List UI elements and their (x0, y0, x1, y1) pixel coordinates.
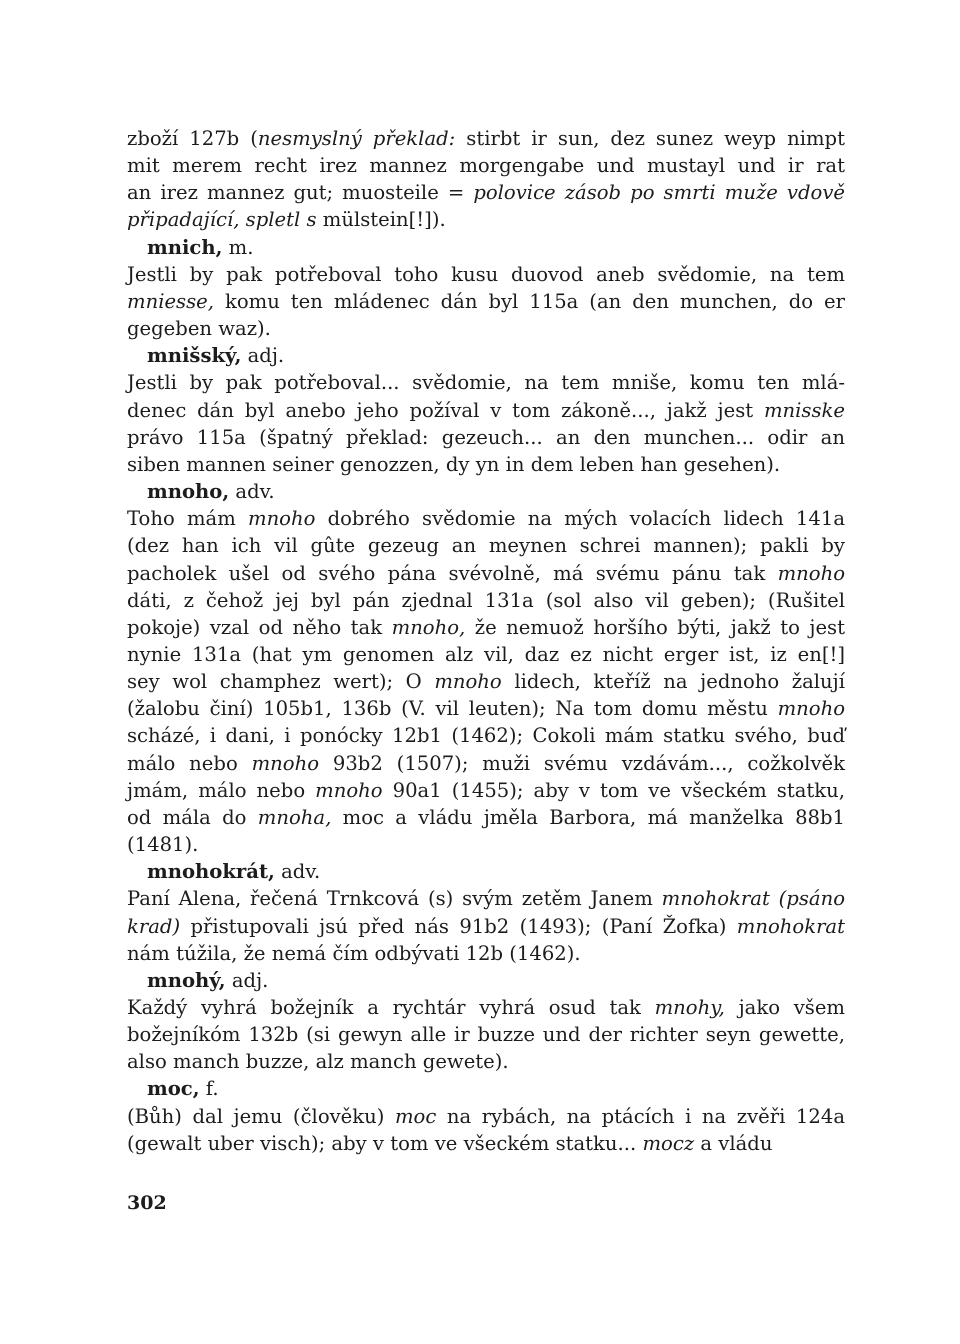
headword: mnohý, (147, 968, 226, 992)
text-line (127, 397, 845, 424)
text-segment: málo nebo (127, 751, 252, 775)
entry-headword-line (127, 234, 845, 261)
headword: mnohokrát, (147, 860, 275, 884)
text-line (127, 1048, 845, 1075)
text-segment: also manch buzze, alz manch gewete). (127, 1050, 509, 1074)
text-line (127, 288, 845, 315)
text-segment: jmám, málo nebo (127, 778, 316, 802)
text-segment: moc a vládu jměla Barbora, má manželka 88b1 (331, 805, 846, 829)
italic-segment: mnoho (434, 670, 502, 694)
text-segment: (dez han ich vil gûte gezeug an meynen schrei mannen); pakli by (127, 534, 845, 558)
italic-segment: mnohy, (654, 996, 725, 1019)
italic-segment: mnisske (763, 398, 845, 422)
text-segment: (žalobu činí) 105b1, 136b (V. vil leuten); Na tom domu městu (127, 697, 778, 721)
text-segment: denec dán byl anebo jeho požíval v tom zákoně..., jakž jest (127, 398, 764, 422)
text-line (127, 777, 845, 804)
italic-segment: mnoho (247, 507, 316, 531)
italic-segment: mnoha, (257, 805, 332, 829)
part-of-speech: adj. (231, 968, 269, 992)
text-line (127, 695, 845, 722)
part-of-speech: adj. (247, 344, 285, 368)
entry-headword-line (127, 342, 845, 369)
entry-moc (127, 1075, 845, 1156)
text-line (127, 750, 845, 777)
text-segment: (gewalt uber visch); aby v tom ve všeckém statku... (127, 1131, 643, 1155)
text-segment: mülstein[!]). (316, 208, 446, 232)
italic-segment: mnoho (777, 561, 845, 585)
text-segment: na rybách, na ptácích i na zvěři 124a (436, 1104, 845, 1128)
text-segment: právo 115a (špatný překlad: gezeuch... an den munchen... odir an (127, 425, 845, 449)
italic-segment: moc (394, 1104, 437, 1128)
text-line (127, 152, 845, 179)
text-segment: božejníkóm 132b (si gewyn alle ir buzze und der richter seyn gewette, (127, 1023, 845, 1047)
text-segment: nám túžila, že nemá čím odbývati 12b (1462). (127, 941, 581, 965)
text-segment: zboží 127b ( (127, 127, 258, 150)
text-segment: Jestli by pak potřeboval toho kusu duovod aneb svědomie, na tem (127, 262, 845, 286)
entry-mnich (127, 234, 845, 343)
text-segment: sey wol champhez wert); O (127, 670, 435, 694)
text-segment: an irez mannez gut; muosteile = (127, 181, 474, 205)
text-segment: siben mannen seiner genozzen, dy yn in dem leben han gesehen). (127, 452, 781, 476)
page-number: 302 (127, 1192, 167, 1214)
part-of-speech: f. (205, 1077, 219, 1101)
entry-mnohy (127, 967, 845, 1076)
text-line (127, 641, 845, 668)
entry-mnoho (127, 478, 845, 858)
text-line (127, 179, 845, 206)
text-segment: 90a1 (1455); aby v tom ve všeckém statku, (382, 778, 845, 802)
text-line (127, 722, 845, 749)
part-of-speech: adv. (281, 860, 321, 884)
text-segment: gegeben waz). (127, 317, 271, 341)
entry-headword-line (127, 967, 845, 994)
italic-segment: mnoho, (391, 615, 466, 639)
text-segment: stirbt ir sun, dez sunez weyp nimpt (455, 127, 845, 150)
part-of-speech: m. (228, 235, 254, 259)
italic-segment: mnoho (251, 751, 320, 775)
italic-segment: mnohokrat (736, 914, 845, 938)
dictionary-page-text (127, 125, 845, 1157)
text-line (127, 804, 845, 831)
text-segment: jako všem (724, 996, 846, 1019)
text-line (127, 614, 845, 641)
italic-segment: mnoho (777, 697, 845, 721)
text-line (127, 831, 845, 858)
text-line (127, 940, 845, 967)
headword: moc, (147, 1077, 200, 1101)
text-line (127, 994, 845, 1021)
text-segment: nynie 131a (hat ym genomen alz vil, daz ez nicht erger ist, iz en[!] (127, 642, 845, 666)
text-segment: přistupovali jsú před nás 91b2 (1493); (Paní Žofka) (180, 914, 737, 938)
text-segment: a vládu (694, 1131, 773, 1155)
text-segment: lidech, kteříž na jednoho žalují (501, 670, 846, 694)
text-line (127, 125, 845, 152)
text-line (127, 913, 845, 940)
text-segment: (1481). (127, 833, 199, 857)
text-line (127, 885, 845, 912)
text-line (127, 424, 845, 451)
text-segment: scházé, i dani, i ponócky 12b1 (1462); Cokoli mám statku svého, buď (127, 724, 845, 748)
entry-headword-line (127, 1075, 845, 1102)
text-segment: dáti, z čehož jej byl pán zjednal 131a (sol also vil geben); (Rušitel (127, 588, 845, 612)
text-line (127, 587, 845, 614)
text-segment: od mála do (127, 805, 258, 829)
italic-segment: mocz (642, 1131, 695, 1155)
text-segment: pokoje) vzal od něho tak (127, 615, 392, 639)
text-segment: Toho mám (127, 507, 248, 531)
text-line (127, 261, 845, 288)
text-line (127, 451, 845, 478)
entry-mnissky (127, 342, 845, 478)
part-of-speech: adv. (235, 480, 275, 504)
entry-headword-line (127, 858, 845, 885)
entry-zbozi (127, 125, 845, 234)
text-segment: (Bůh) dal jemu (člověku) (127, 1104, 395, 1128)
text-segment: pacholek ušel od svého pána svévolně, má svému pánu tak (127, 561, 778, 585)
text-line (127, 315, 845, 342)
italic-segment: krad) (127, 914, 181, 938)
text-segment: komu ten mládenec dán byl 115a (an den munchen, do er (214, 289, 845, 313)
text-line (127, 1103, 845, 1130)
italic-segment: nesmyslný překlad: (257, 127, 456, 150)
text-segment: 93b2 (1507); muži svému vzdávám..., cožkolvěk (319, 751, 845, 775)
headword: mnišský, (147, 344, 242, 368)
headword: mnoho, (147, 480, 230, 504)
text-segment: dobrého svědomie na mých volacích lidech 141a (315, 507, 845, 531)
text-segment: Jestli by pak potřeboval... svědomie, na tem mniše, komu ten mlá- (127, 371, 845, 395)
text-line (127, 206, 845, 233)
italic-segment: připadající, spletl s (127, 208, 317, 232)
text-line (127, 505, 845, 532)
text-line (127, 668, 845, 695)
text-segment: mit merem recht irez mannez morgengabe und mustayl und ir rat (127, 154, 845, 178)
text-line (127, 1021, 845, 1048)
headword: mnich, (147, 235, 223, 259)
text-line (127, 1130, 845, 1157)
text-segment: že nemuož horšího býti, jakž to jest (465, 615, 845, 639)
text-segment: Paní Alena, řečená Trnkcová (s) svým zetěm Janem (127, 887, 662, 911)
text-segment: Každý vyhrá božejník a rychtár vyhrá osud tak (127, 996, 655, 1019)
italic-segment: mnohokrat (psáno (661, 887, 846, 911)
text-line (127, 532, 845, 559)
italic-segment: mniesse, (127, 289, 214, 313)
text-line (127, 369, 845, 396)
italic-segment: mnoho (315, 778, 383, 802)
entry-headword-line (127, 478, 845, 505)
italic-segment: polovice zásob po smrti muže vdově (473, 181, 845, 205)
entry-mnohokrat (127, 858, 845, 967)
text-line (127, 560, 845, 587)
